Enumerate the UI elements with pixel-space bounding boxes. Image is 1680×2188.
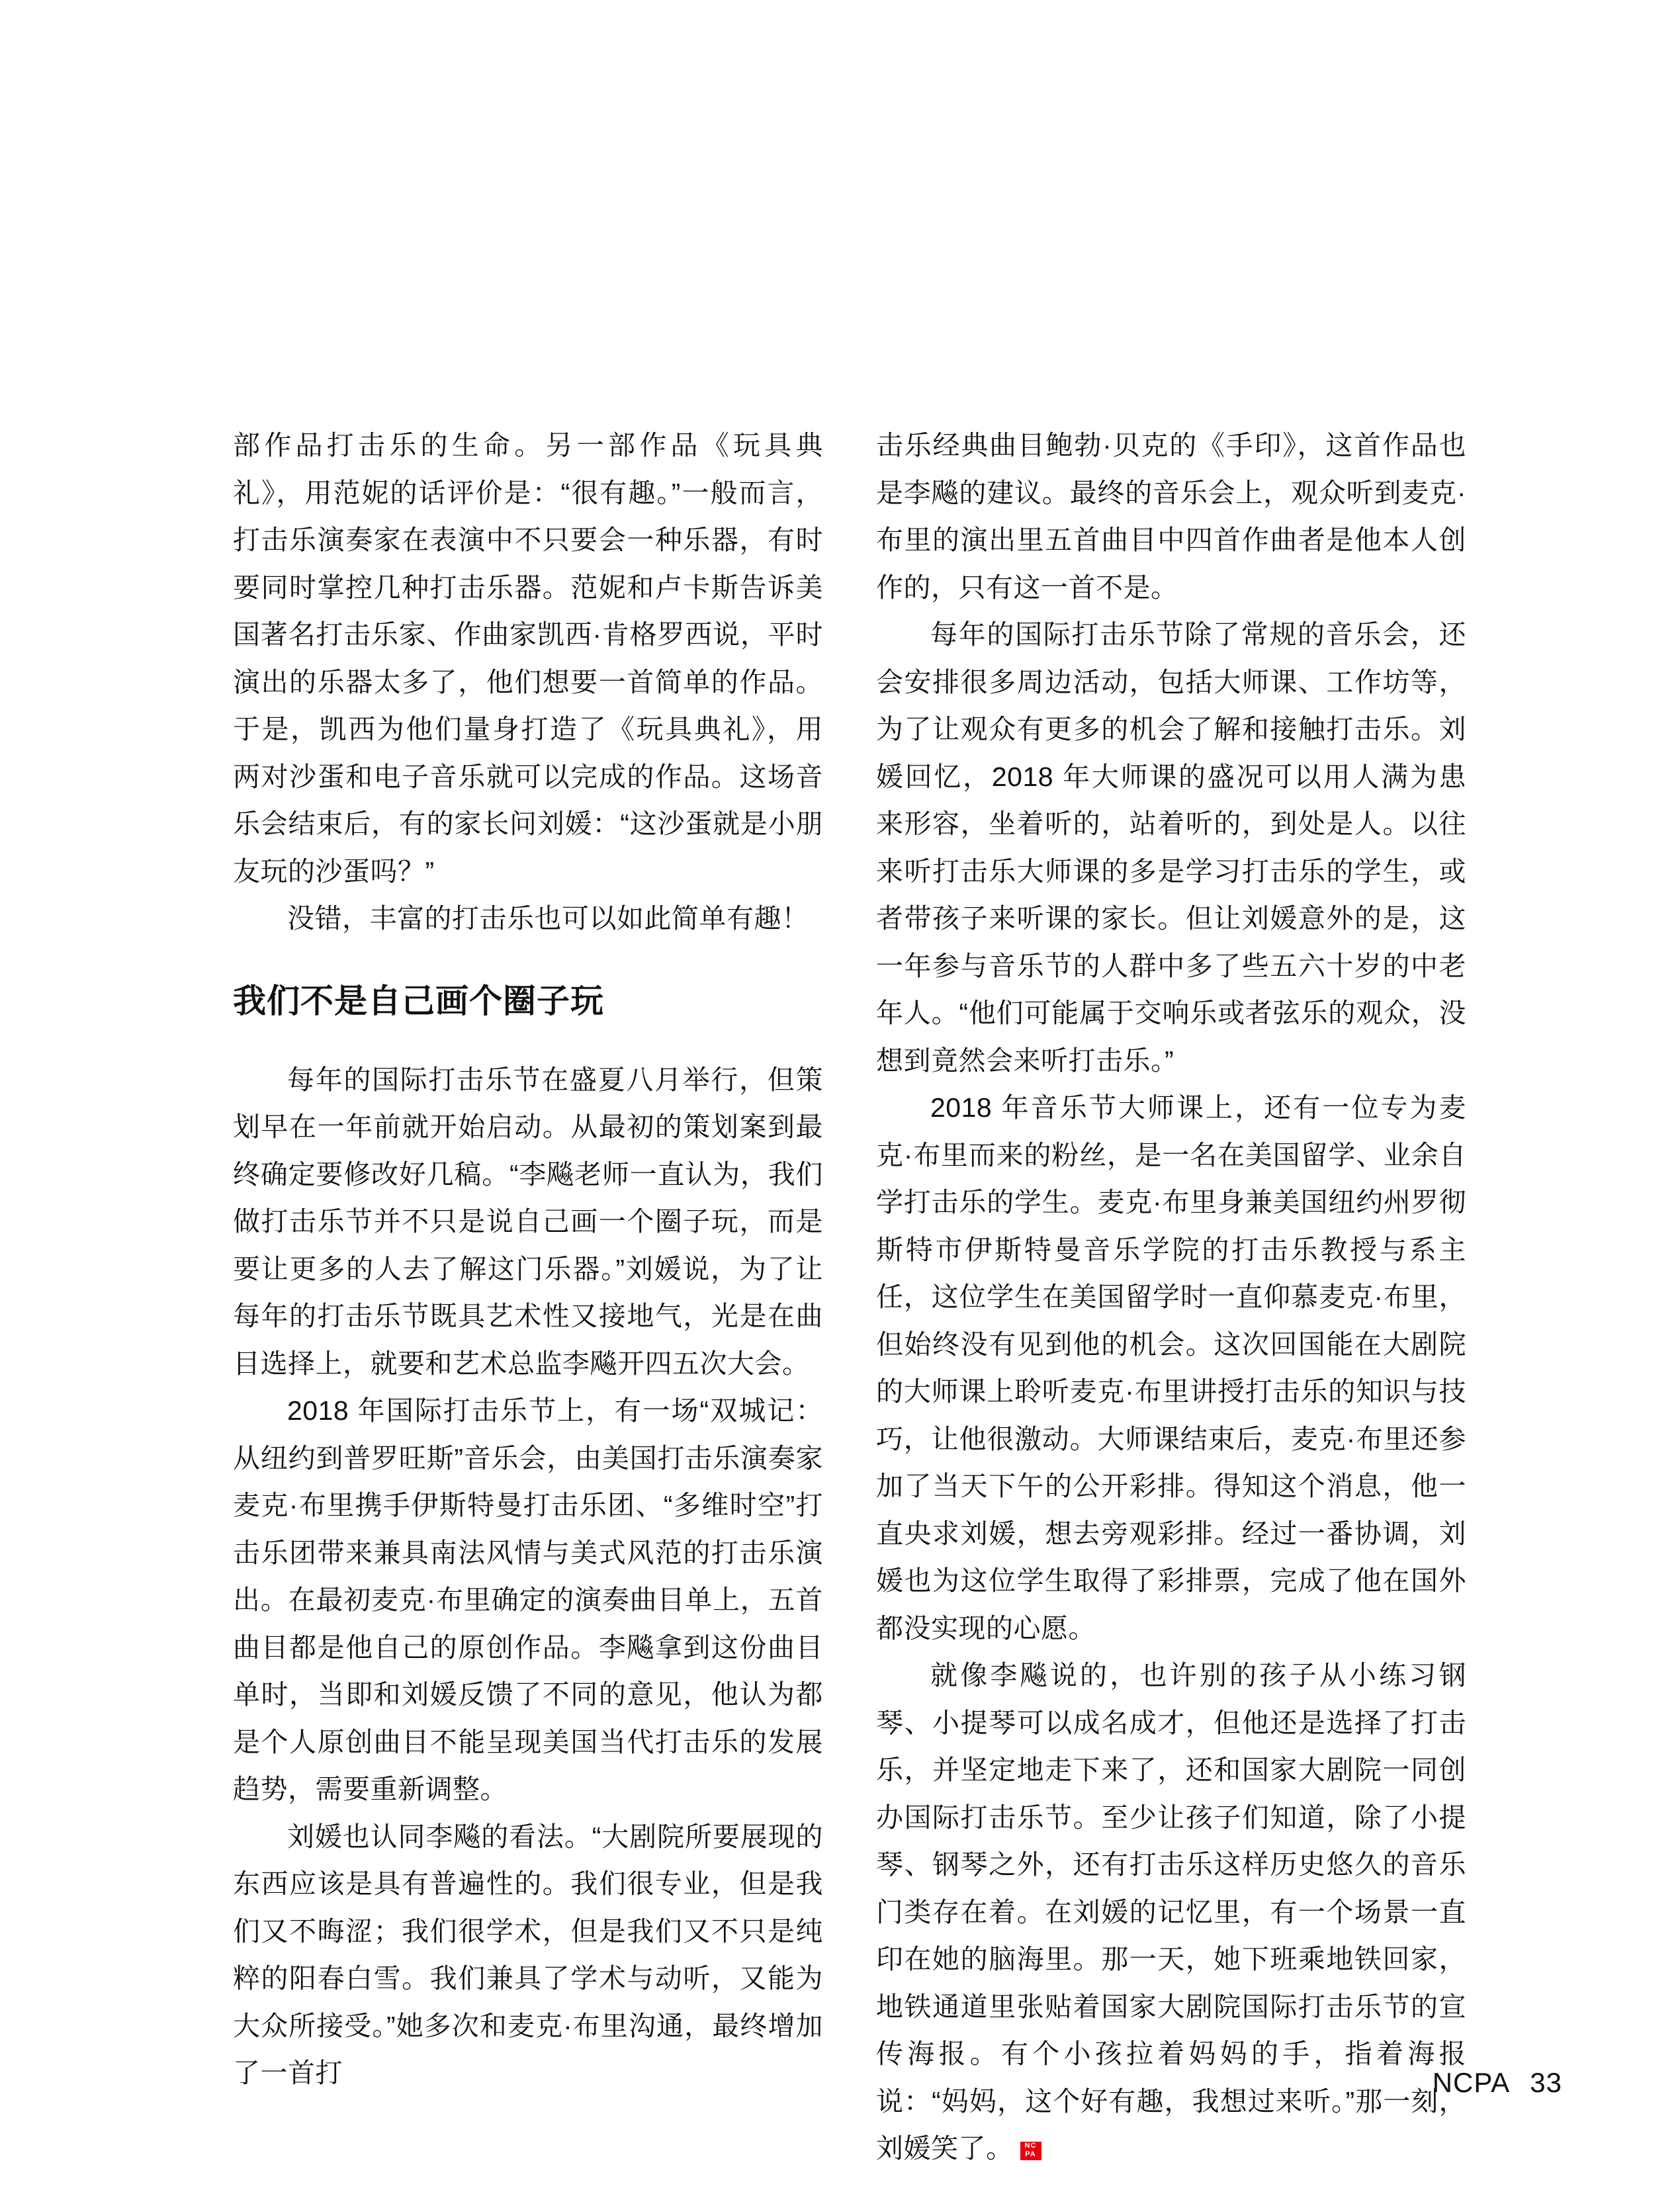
paragraph: 部作品打击乐的生命。另一部作品《玩具典礼》，用范妮的话评价是：“很有趣。”一般而言，打击乐演奏家在表演中不只要会一种乐器，有时要同时掌控几种打击乐器。范妮和卢卡斯告诉美国著名打击乐家、作曲家凯西·肯格罗西说，平时演出的乐器太多了，他们想要一首简单的作品。于是，凯西为他们量身打造了《玩具典礼》，用两对沙蛋和电子音乐就可以完成的作品。这场音乐会结束后，有的家长问刘媛：“这沙蛋就是小朋友玩的沙蛋吗？”	[233, 430, 823, 887]
paragraph: 每年的国际打击乐节在盛夏八月举行，但策划早在一年前就开始启动。从最初的策划案到最终确定要修改好几稿。“李飚老师一直认为，我们做打击乐节并不只是说自己画一个圈子玩，而是要让更多的人去了解这门乐器。”刘媛说，为了让每年的打击乐节既具艺术性又接地气，光是在曲目选择上，就要和艺术总监李飚开四五次大会。	[233, 1064, 823, 1379]
paragraph: 2018 年国际打击乐节上，有一场“双城记：从纽约到普罗旺斯”音乐会，由美国打击乐演奏家麦克·布里携手伊斯特曼打击乐团、“多维时空”打击乐团带来兼具南法风情与美式风范的打击乐演出。在最初麦克·布里确定的演奏曲目单上，五首曲目都是他自己的原创作品。李飚拿到这份曲目单时，当即和刘媛反馈了不同的意见，他认为都是个人原创曲目不能呈现美国当代打击乐的发展趋势，需要重新调整。	[233, 1395, 823, 1804]
paragraph: 刘媛也认同李飚的看法。“大剧院所要展现的东西应该是具有普遍性的。我们很专业，但是我们又不晦涩；我们很学术，但是我们又不只是纯粹的阳春白雪。我们兼具了学术与动听，又能为大众所接受。”她多次和麦克·布里沟通，最终增加了一首打	[233, 1821, 823, 2088]
paragraph: 2018 年音乐节大师课上，还有一位专为麦克·布里而来的粉丝，是一名在美国留学、业余自学打击乐的学生。麦克·布里身兼美国纽约州罗彻斯特市伊斯特曼音乐学院的打击乐教授与系主任，这位学生在美国留学时一直仰慕麦克·布里，但始终没有见到他的机会。这次回国能在大剧院的大师课上聆听麦克·布里讲授打击乐的知识与技巧，让他很激动。大师课结束后，麦克·布里还参加了当天下午的公开彩排。得知这个消息，他一直央求刘媛，想去旁观彩排。经过一番协调，刘媛也为这位学生取得了彩排票，完成了他在国外都没实现的心愿。	[876, 1092, 1466, 1643]
end-mark-line1: NC	[1024, 2142, 1037, 2150]
paragraph	[876, 1652, 1466, 2173]
end-mark-line2: PA	[1025, 2150, 1036, 2158]
ncpa-end-mark-icon	[1020, 2142, 1041, 2160]
paragraph-text: 就像李飚说的，也许别的孩子从小练习钢琴、小提琴可以成名成才，但他还是选择了打击乐，并坚定地走下来了，还和国家大剧院一同创办国际打击乐节。至少让孩子们知道，除了小提琴、钢琴之外，还有打击乐这样历史悠久的音乐门类存在着。在刘媛的记忆里，有一个场景一直印在她的脑海里。那一天，她下班乘地铁回家，地铁通道里张贴着国家大剧院国际打击乐节的宣传海报。有个小孩拉着妈妈的手，指着海报说：“妈妈，这个好有趣，我想过来听。”那一刻，刘媛笑了。	[876, 1660, 1466, 2164]
page-folio	[1433, 2068, 1562, 2097]
page-number: 33	[1530, 2067, 1562, 2098]
paragraph: 每年的国际打击乐节除了常规的音乐会，还会安排很多周边活动，包括大师课、工作坊等，为了让观众有更多的机会了解和接触打击乐。刘媛回忆，2018 年大师课的盛况可以用人满为患来形容，坐着听的，站着听的，到处是人。以往来听打击乐大师课的多是学习打击乐的学生，或者带孩子来听课的家长。但让刘媛意外的是，这一年参与音乐节的人群中多了些五六十岁的中老年人。“他们可能属于交响乐或者弦乐的观众，没想到竟然会来听打击乐。”	[876, 619, 1466, 1076]
section-heading: 我们不是自己画个圈子玩	[233, 982, 604, 1020]
article-column-right	[876, 422, 1466, 2173]
paragraph: 没错，丰富的打击乐也可以如此简单有趣！	[287, 903, 809, 934]
article-column-left	[233, 422, 823, 2097]
paragraph: 击乐经典曲目鲍勃·贝克的《手印》，这首作品也是李飚的建议。最终的音乐会上，观众听到麦克·布里的演出里五首曲目中四首作曲者是他本人创作的，只有这一首不是。	[876, 430, 1466, 603]
magazine-name: NCPA	[1432, 2067, 1511, 2098]
